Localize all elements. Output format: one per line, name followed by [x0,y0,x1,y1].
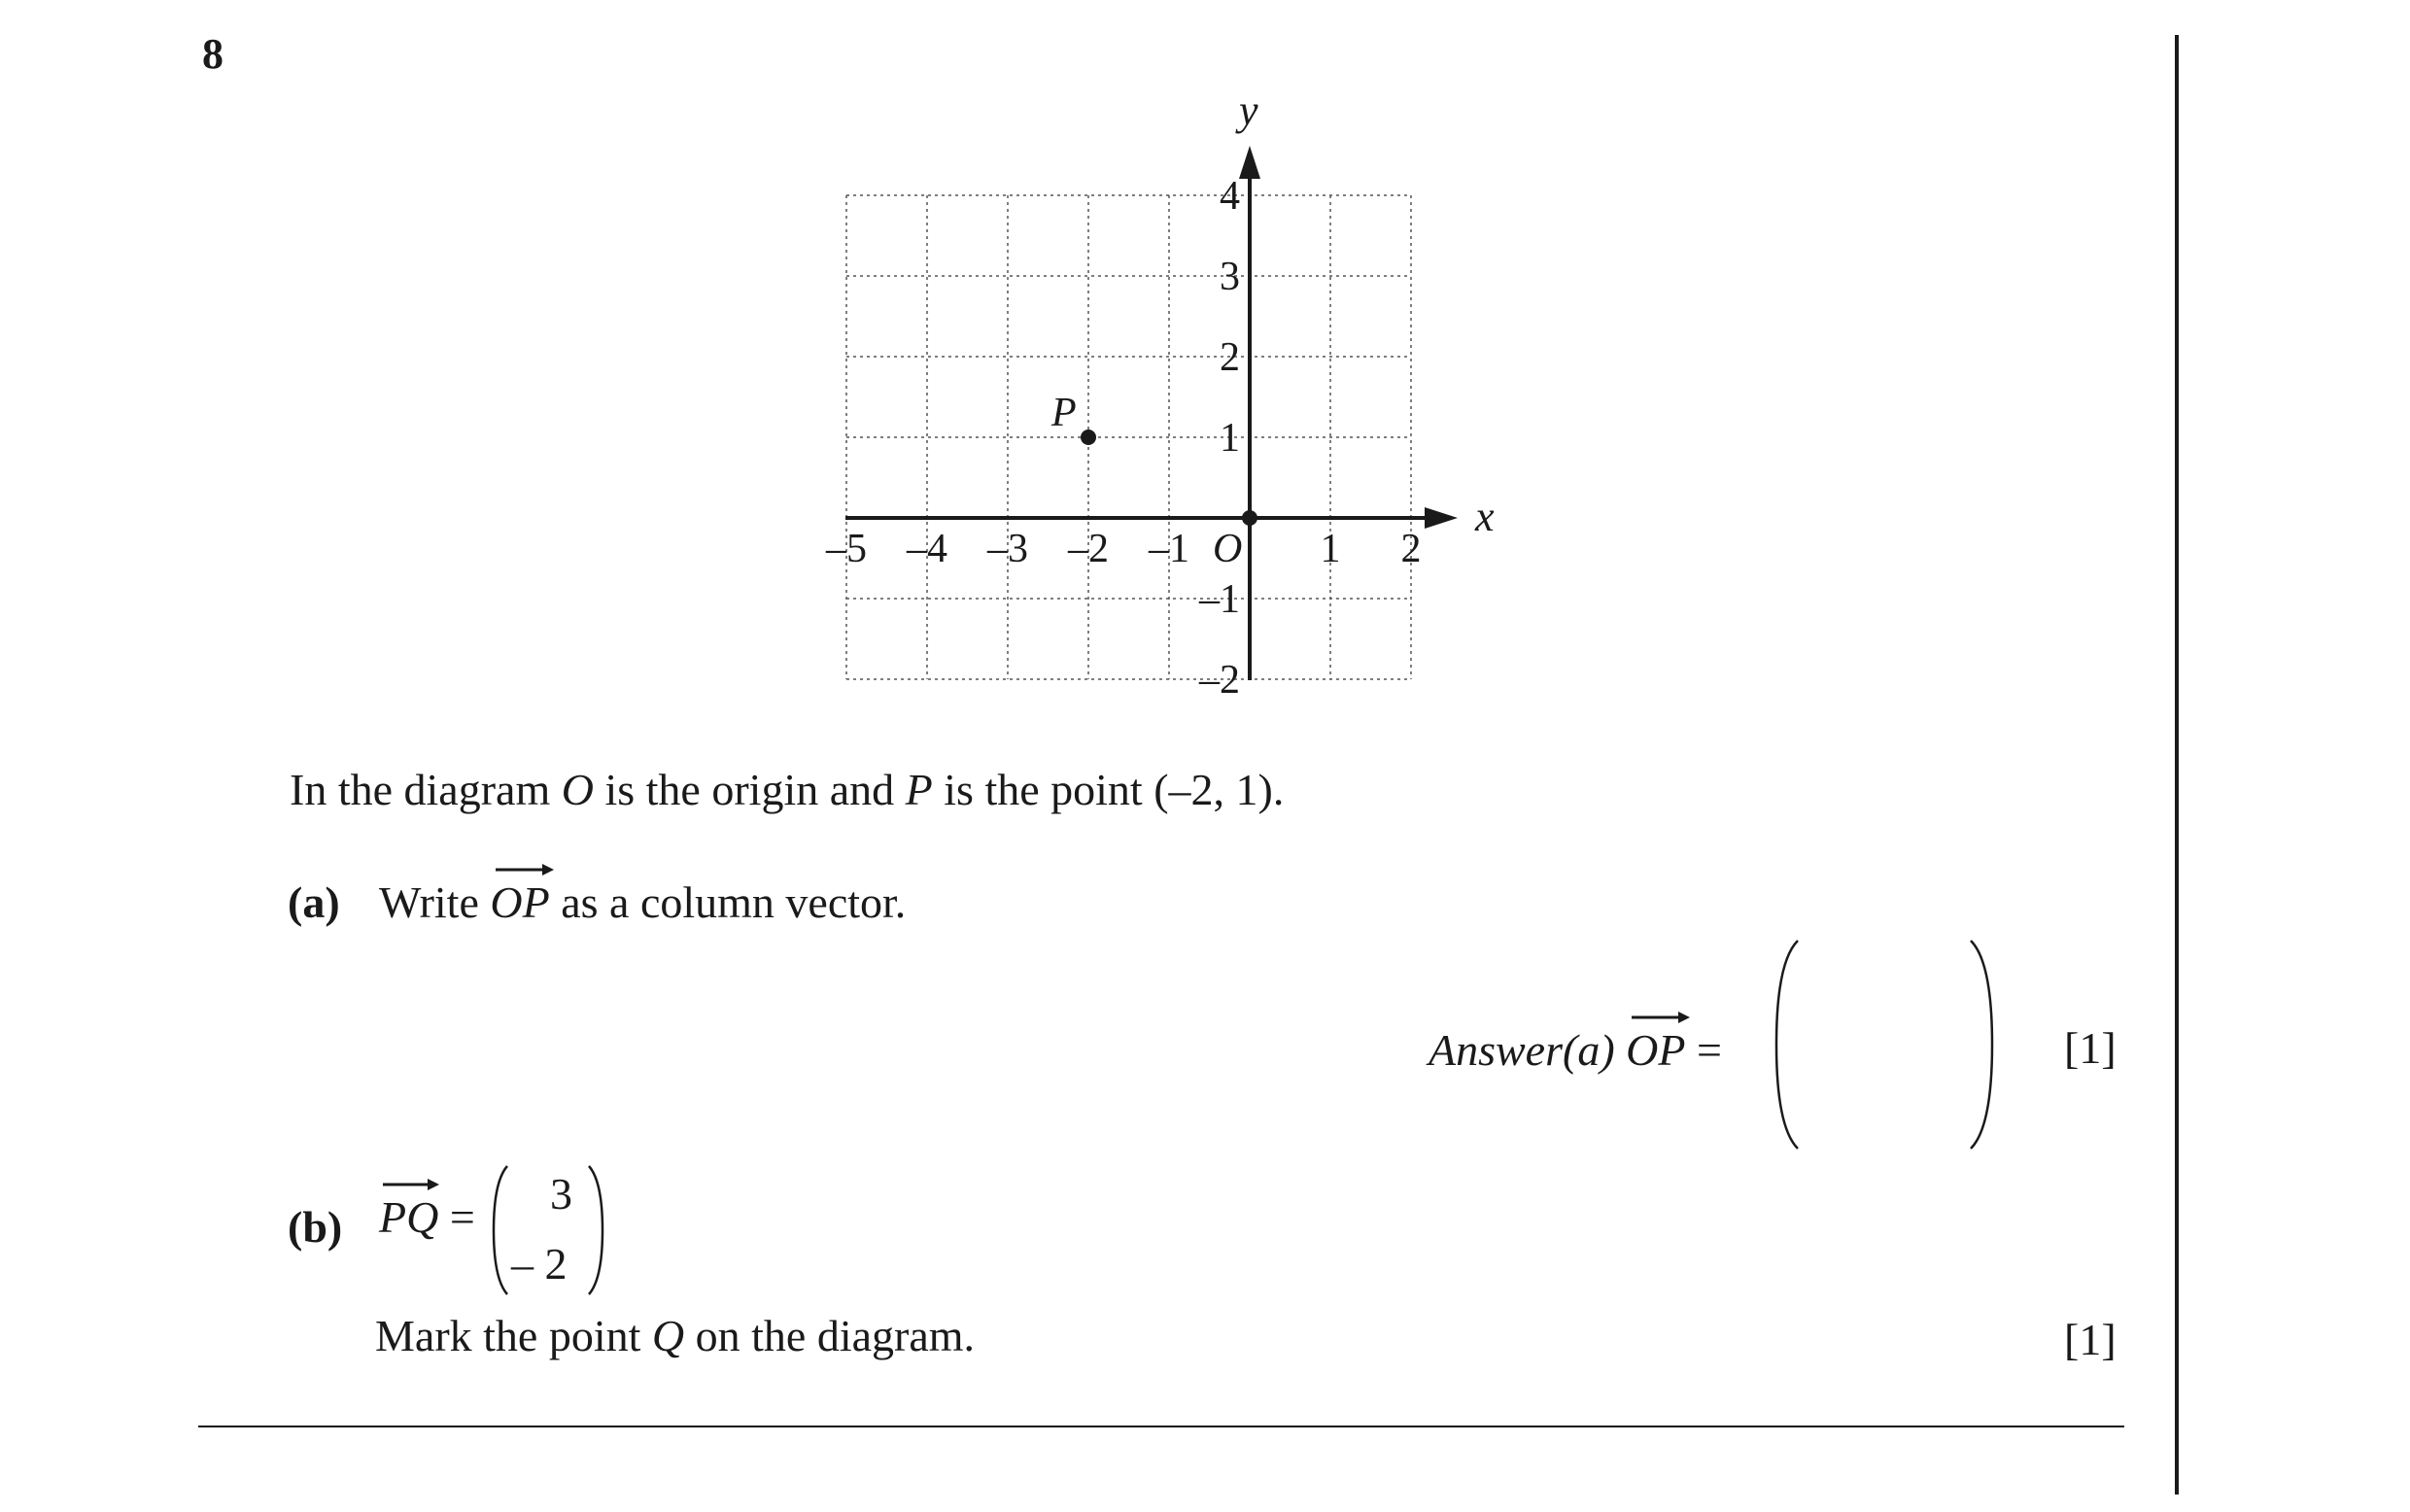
part-b-equals: = [449,1192,475,1242]
left-bracket [1776,941,1798,1149]
x-tick-label: –1 [1149,527,1189,571]
left-bracket [494,1166,507,1294]
answer-a-equals: = [1685,1025,1722,1075]
answer-a-label [1429,1025,1722,1075]
coordinate-diagram[interactable] [0,0,2410,739]
intro-text [290,765,1285,814]
answer-vector-OP-text: OP [1626,1025,1686,1075]
y-axis-arrow [1239,146,1260,179]
y-tick-label: 3 [1220,255,1240,299]
point-label-P: P [1051,391,1077,435]
part-a-label: (a) [288,877,340,927]
vector-PQ-text: PQ [379,1192,439,1242]
right-bracket [1971,941,1992,1149]
intro-part-2: is the origin and [593,765,906,814]
part-b-marks: [1] [2064,1315,2117,1364]
x-tick-label: –3 [987,527,1028,571]
x-tick-label: –2 [1068,527,1109,571]
answer-a-prefix: Answer(a) [1429,1025,1627,1075]
y-tick-label: –2 [1199,658,1240,703]
part-b-vector [379,1192,475,1242]
right-bracket [589,1166,602,1294]
vector-arrow-icon [1626,1011,1694,1024]
bottom-rule [198,1426,2124,1427]
intro-part-1: In the diagram [290,765,562,814]
part-a-marks: [1] [2064,1023,2117,1073]
y-tick-label: –1 [1199,577,1240,622]
vector-arrow-icon [490,863,558,876]
part-a-rest: as a column vector. [549,877,907,927]
part-b-point-Q: Q [651,1311,685,1360]
answer-a-column-vector-box[interactable] [1769,933,2002,1156]
vector-PQ [379,1192,439,1242]
y-tick-label: 1 [1220,416,1240,461]
vector-arrow-icon [379,1178,447,1191]
intro-part-3: is the point (–2, 1). [932,765,1285,814]
axes [845,146,1458,680]
x-axis-label: x [1475,493,1495,540]
intro-origin-O: O [561,765,594,814]
origin-label: O [1213,527,1243,571]
part-b-label: (b) [288,1202,343,1252]
part-b-instr-2: on the diagram. [684,1311,976,1360]
grid-lines [846,195,1411,679]
x-tick-label: 1 [1320,527,1341,571]
question-number: 8 [202,30,224,78]
intro-point-P: P [905,765,933,814]
x-tick-label: –5 [826,527,867,571]
y-tick-label: 4 [1220,174,1240,219]
x-tick-label: –4 [907,527,947,571]
part-b-instruction [375,1311,976,1360]
vector-OP [490,877,550,927]
y-axis-label: y [1239,86,1258,134]
part-b-vector-bottom: – 2 [511,1239,568,1289]
y-tick-label: 2 [1220,335,1240,380]
point-O [1242,510,1257,526]
x-axis-arrow [1425,507,1458,529]
part-a-question [379,877,907,927]
answer-vector-OP [1626,1025,1686,1075]
part-a-write: Write [379,877,491,927]
tick-labels [825,174,1422,703]
part-b-vector-top: 3 [550,1169,572,1219]
vector-OP-text: OP [490,877,550,927]
part-b-instr-1: Mark the point [375,1311,652,1360]
x-tick-label: 2 [1400,527,1422,571]
point-P [1081,430,1096,445]
